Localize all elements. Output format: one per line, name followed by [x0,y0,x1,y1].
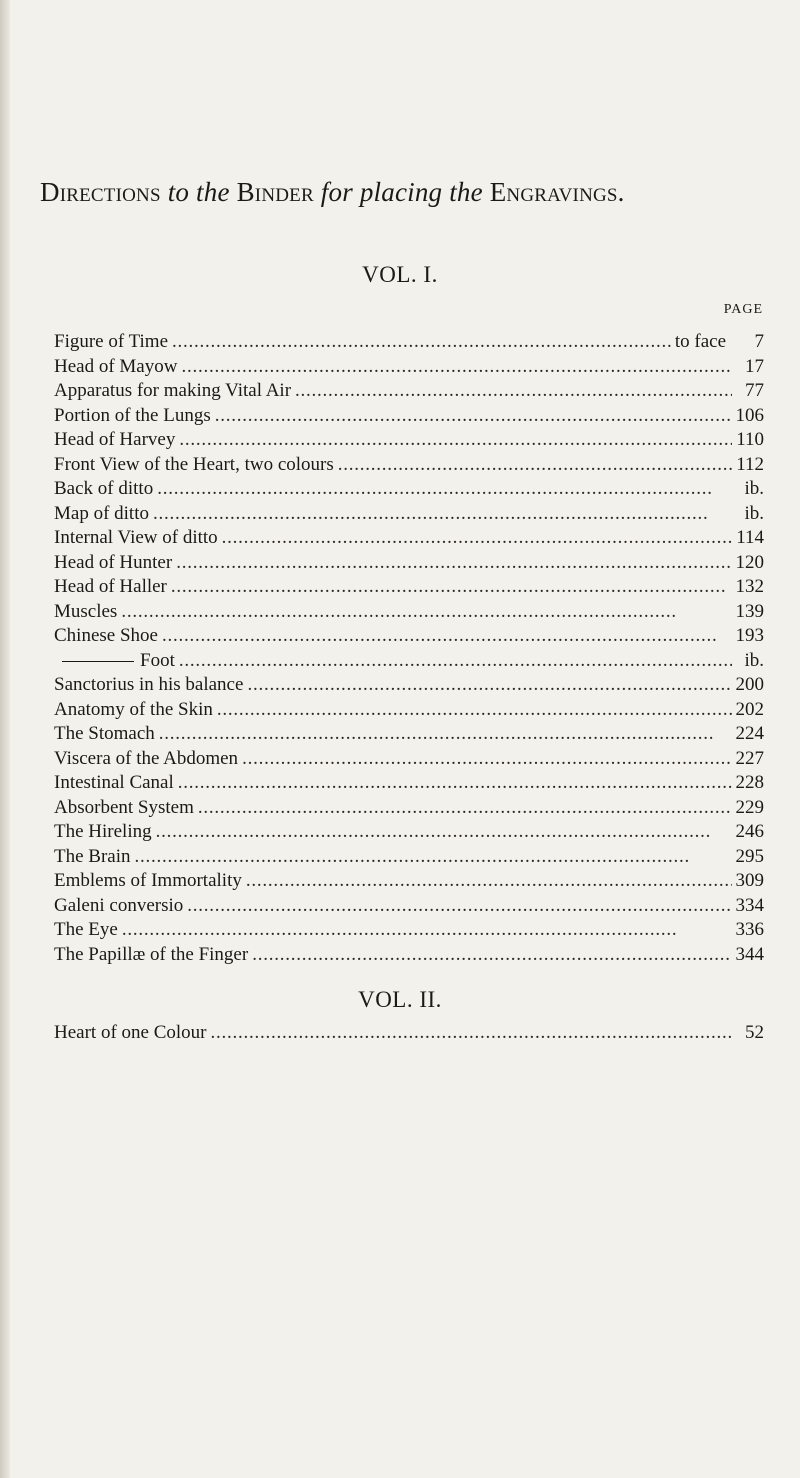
dot-leader [222,526,732,551]
entry-label-text: Portion of the Lungs [54,404,211,426]
entry-label-text: Sanctorius in his balance [54,674,244,695]
list-item [54,820,764,845]
entry-label [54,869,242,894]
entry-label [54,453,334,478]
heading-to-the: to the [167,177,230,207]
entry-label-text: Viscera of the Abdomen [54,747,239,769]
list-item [54,722,764,747]
dot-leader [252,943,731,968]
entry-label [54,624,158,649]
list-item [54,649,764,674]
list-item [54,477,764,502]
entry-label-text: Chinese Shoe [54,625,158,646]
entry-label [54,845,131,870]
entry-label-text: Head of Haller [54,576,167,597]
entry-label [54,330,168,355]
entry-label-text: Back of ditto [54,478,154,499]
entry-page-number: 106 [735,404,764,426]
entry-label [54,894,183,919]
entry-label [54,600,117,625]
list-item [54,502,764,527]
heading-for-placing-the: for placing the [320,177,483,207]
entry-label-text: Head of Mayow [54,355,178,377]
dot-leader [179,428,732,453]
binding-edge [0,0,10,1478]
page-column-label: PAGE [723,302,763,317]
entry-page-number: 202 [735,698,764,720]
vol-1-title: VOL. I. [362,262,438,287]
dot-leader [246,869,732,894]
entry-label-text: Intestinal Canal [54,772,174,793]
list-item [54,575,764,600]
list-item [54,355,764,380]
vol-1-engravings-list [54,330,764,967]
list-item [54,747,764,772]
vol-2-engravings-list [54,1021,764,1046]
entry-page-number: ib. [744,502,764,524]
entry-label-text: The Eye [54,919,118,940]
dot-leader [171,575,732,600]
entry-label-text: The Papillæ of the Finger [54,943,249,965]
entry-label-text: Muscles [54,600,118,622]
list-item [54,551,764,576]
entry-label [54,477,153,502]
entry-label [54,526,218,551]
entry-label [54,722,155,747]
entry-label-text: Absorbent System [54,796,194,818]
dot-leader [338,453,732,478]
list-item [54,404,764,429]
list-item [54,771,764,796]
entry-page-number: 200 [735,674,764,695]
dot-leader [295,379,732,404]
dot-leader [179,649,732,674]
entry-label-text: Emblems of Immortality [54,870,242,891]
entry-face-note: to face [674,331,726,352]
entry-label-text: Anatomy of the Skin [54,698,213,720]
entry-label-text: Head of Harvey [54,429,176,450]
list-item [54,600,764,625]
list-item [54,845,764,870]
entry-page-number: 17 [745,355,764,377]
dot-leader [215,404,732,429]
entry-label [54,698,213,723]
heading-binder: Binder [236,177,314,207]
entry-page-number: 309 [735,870,764,891]
entry-label [54,820,152,845]
entry-page-number: 224 [735,723,764,744]
list-item [54,379,764,404]
list-item [54,526,764,551]
entry-label [54,649,175,674]
heading-directions: Directions [40,177,161,207]
entry-label-text: The Stomach [54,723,155,744]
entry-label [54,379,291,404]
dot-leader [121,600,731,625]
list-item [54,894,764,919]
entry-page-number: 114 [736,527,764,548]
entry-page-number: ib. [744,478,764,499]
entry-page-number: 344 [735,943,764,965]
dot-leader [159,722,732,747]
entry-label-text: Internal View of ditto [54,527,218,548]
entry-label [54,404,211,429]
dot-leader [122,918,732,943]
entry-page-number: 227 [735,747,764,769]
dot-leader [178,771,732,796]
list-item [54,330,764,355]
dot-leader [242,747,731,772]
dot-leader [247,673,731,698]
ditto-dash [62,661,134,662]
entry-page-number: 77 [745,380,764,401]
entry-label-text: The Hireling [54,821,152,842]
list-item [54,869,764,894]
entry-page-number: 246 [735,821,764,842]
entry-label [54,502,149,527]
entry-label-text: Heart of one Colour [54,1022,207,1043]
entry-label [54,355,177,380]
entry-label [54,551,172,576]
entry-page-number: 112 [736,453,764,475]
entry-page-number: 132 [735,576,764,597]
list-item [54,918,764,943]
list-item [54,428,764,453]
heading-engravings: Engravings. [489,177,625,207]
dot-leader [210,1021,732,1046]
list-item [54,1021,764,1046]
entry-label [54,796,194,821]
list-item [54,624,764,649]
dot-leader [153,502,732,527]
entry-label [54,575,167,600]
entry-label-text: The Brain [54,845,131,867]
list-item [54,673,764,698]
entry-label-text: Head of Hunter [54,551,173,573]
page-heading [40,177,800,208]
list-item [54,698,764,723]
entry-page-number: 120 [735,551,764,573]
dot-leader [187,894,731,919]
entry-label [54,771,174,796]
entry-label [54,428,175,453]
entry-label [54,943,248,968]
entry-label [54,1021,206,1046]
entry-page-number: ib. [744,649,764,671]
dot-leader [181,355,732,380]
entry-page-number: 139 [735,600,764,622]
vol-2-title: VOL. II. [358,987,442,1012]
dot-leader [198,796,732,821]
dot-leader [156,820,732,845]
entry-page-number: 110 [736,429,764,450]
entry-label-text: Apparatus for making Vital Air [54,380,292,401]
entry-label-text: Front View of the Heart, two colours [54,453,334,475]
entry-label-text: Foot [140,649,175,671]
entry-page-number: 295 [735,845,764,867]
entry-page-number: 52 [745,1022,764,1043]
entry-label [54,673,243,698]
dot-leader [157,477,732,502]
entry-label-text: Galeni conversio [54,894,184,916]
entry-page-number: 229 [735,796,764,818]
entry-page-number: 228 [735,772,764,793]
entry-label-text: Map of ditto [54,502,149,524]
list-item [54,943,764,968]
entry-label [54,747,238,772]
dot-leader [176,551,731,576]
dot-leader [135,845,732,870]
entry-page-number: 336 [735,919,764,940]
entry-label-text: Figure of Time [54,331,169,352]
dot-leader [172,330,671,355]
entry-label [54,918,118,943]
entry-page-number: 7 [754,331,764,352]
list-item [54,796,764,821]
entry-page-number: 334 [735,894,764,916]
dot-leader [162,624,732,649]
dot-leader [217,698,732,723]
list-item [54,453,764,478]
entry-page-number: 193 [735,625,764,646]
